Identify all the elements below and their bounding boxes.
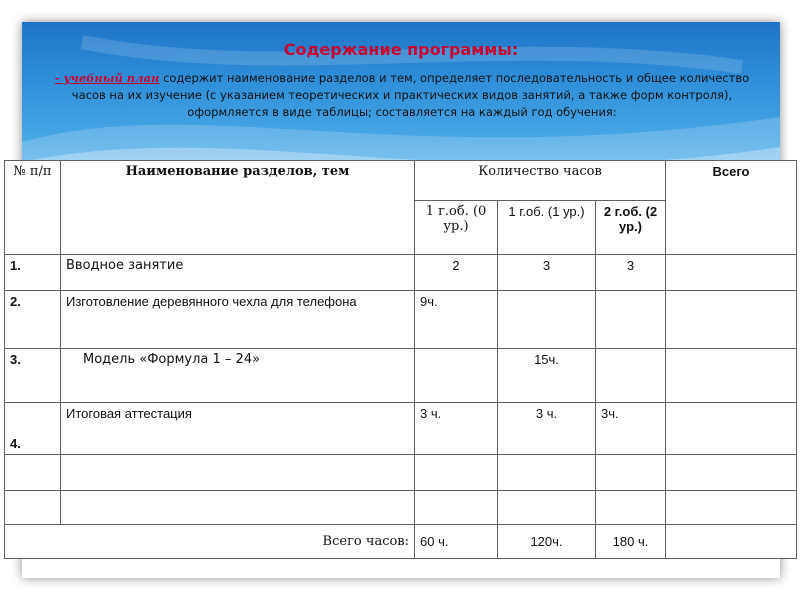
slide-title: Содержание программы: xyxy=(283,40,519,59)
row-name: Модель «Формула 1 – 24» xyxy=(61,349,415,403)
header-year-2: 2 г.об. (2 ур.) xyxy=(596,201,666,255)
row-year-2 xyxy=(596,291,666,349)
row-year-0: 3 ч. xyxy=(415,403,498,455)
row-total xyxy=(666,455,797,491)
row-total xyxy=(666,349,797,403)
row-year-2 xyxy=(596,455,666,491)
row-name xyxy=(61,455,415,491)
row-year-0: 9ч. xyxy=(415,291,498,349)
row-year-2 xyxy=(596,349,666,403)
curriculum-table xyxy=(4,160,797,559)
row-year-0 xyxy=(415,455,498,491)
slide-intro xyxy=(52,70,752,121)
table-header-row xyxy=(5,161,797,201)
row-total xyxy=(666,291,797,349)
row-name: Вводное занятие xyxy=(61,255,415,291)
row-year-1: 15ч. xyxy=(498,349,596,403)
row-total xyxy=(666,255,797,291)
row-year-1 xyxy=(498,491,596,525)
row-year-2: 3ч. xyxy=(596,403,666,455)
row-year-1 xyxy=(498,455,596,491)
row-num: 2. xyxy=(5,291,61,349)
table-footer-row xyxy=(5,525,797,559)
header-total: Всего xyxy=(666,161,797,255)
row-year-2 xyxy=(596,491,666,525)
table-row xyxy=(5,403,797,455)
footer-year-0: 60 ч. xyxy=(415,525,498,559)
row-total xyxy=(666,491,797,525)
footer-year-1: 120ч. xyxy=(498,525,596,559)
footer-year-2: 180 ч. xyxy=(596,525,666,559)
row-name xyxy=(61,491,415,525)
row-year-2: 3 xyxy=(596,255,666,291)
row-num: 4. xyxy=(5,403,61,455)
row-name: Изготовление деревянного чехла для телефона xyxy=(61,291,415,349)
intro-text: содержит наименование разделов и тем, определяет последовательность и общее количество часов на их изучение (с указанием теоретических и практических видов занятий, а также форм контроля), оформляется в виде таблицы; составляется на каждый год обучения: xyxy=(71,71,750,119)
row-num xyxy=(5,455,61,491)
table-row xyxy=(5,491,797,525)
footer-label: Всего часов: xyxy=(5,525,415,559)
header-year-0: 1 г.об. (0 ур.) xyxy=(415,201,498,255)
intro-lead: - учебный план xyxy=(54,71,160,85)
footer-total xyxy=(666,525,797,559)
row-num: 3. xyxy=(5,349,61,403)
table-row xyxy=(5,455,797,491)
header-num: № п/п xyxy=(5,161,61,255)
row-total xyxy=(666,403,797,455)
row-year-1: 3 ч. xyxy=(498,403,596,455)
row-name: Итоговая аттестация xyxy=(61,403,415,455)
row-year-1 xyxy=(498,291,596,349)
table-row xyxy=(5,349,797,403)
row-year-0 xyxy=(415,491,498,525)
header-hours: Количество часов xyxy=(415,161,666,201)
row-num: 1. xyxy=(5,255,61,291)
table-row xyxy=(5,291,797,349)
row-year-0 xyxy=(415,349,498,403)
header-name: Наименование разделов, тем xyxy=(61,161,415,255)
table-row xyxy=(5,255,797,291)
header-year-1: 1 г.об. (1 ур.) xyxy=(498,201,596,255)
row-year-0: 2 xyxy=(415,255,498,291)
row-year-1: 3 xyxy=(498,255,596,291)
row-num xyxy=(5,491,61,525)
